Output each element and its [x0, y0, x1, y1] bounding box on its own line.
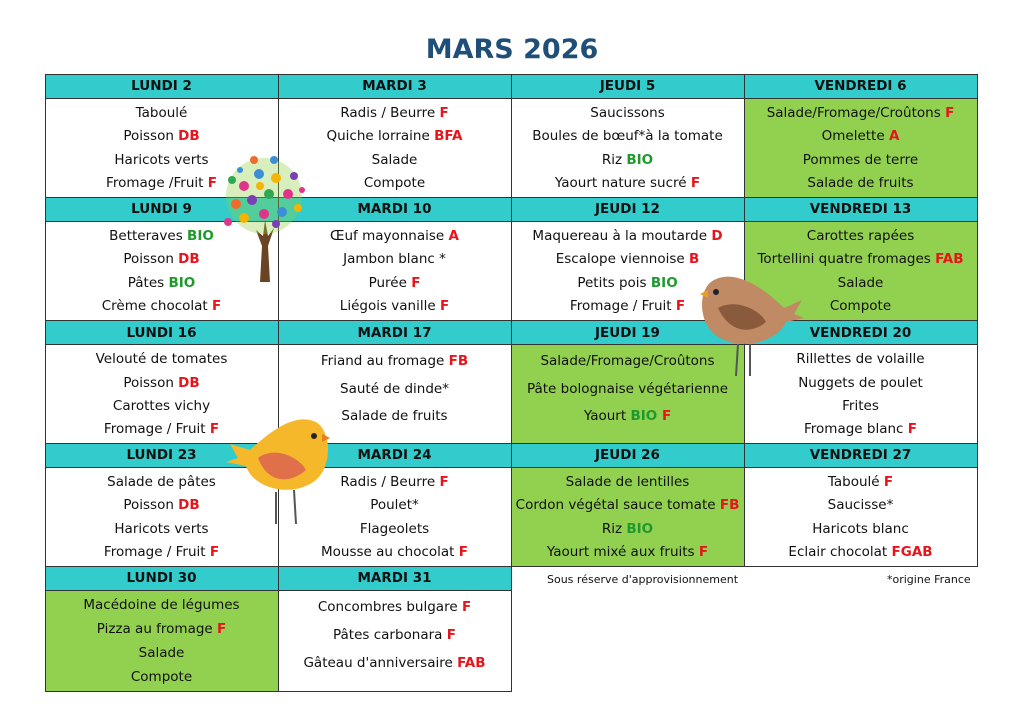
menu-item: [812, 521, 909, 537]
label-tag: F: [207, 174, 217, 191]
label-tag: FGAB: [891, 543, 933, 560]
menu-item: [532, 128, 723, 144]
label-tag: F: [217, 621, 227, 638]
menu-item-text: Gâteau d'anniversaire: [303, 655, 458, 672]
menu-item-text: Taboulé: [135, 104, 188, 121]
menu-item: [788, 544, 932, 560]
menu-item-text: Saucisse*: [827, 497, 894, 514]
menu-item-text: Saucissons: [590, 104, 665, 121]
label-tag: BIO: [650, 274, 678, 291]
menu-item: [139, 645, 185, 661]
label-tag: F: [698, 543, 709, 560]
menu-item: [113, 398, 210, 414]
label-tag: F: [411, 274, 421, 291]
menu-item-text: Friand au fromage: [320, 353, 449, 370]
label-tag: FAB: [935, 251, 964, 268]
label-tag: F: [439, 298, 450, 315]
label-tag: D: [711, 227, 723, 244]
menu-item: [842, 398, 879, 414]
menu-item-text: Haricots verts: [114, 520, 209, 537]
day-header-lundi-16: LUNDI 16: [45, 320, 279, 346]
day-header-mardi-3: MARDI 3: [278, 74, 512, 100]
menu-item-text: Salade/Fromage/Croûtons: [766, 104, 946, 121]
menu-grid-top: [45, 74, 977, 443]
empty-cell: [744, 591, 977, 692]
day-header-jeudi-19: JEUDI 19: [511, 320, 745, 346]
menu-item: [303, 655, 485, 671]
label-tag: DB: [178, 251, 200, 268]
menu-item: [556, 251, 700, 267]
label-tag: FAB: [457, 655, 486, 672]
menu-item: [822, 128, 900, 144]
menu-item-text: Petits pois: [577, 274, 651, 291]
yellow-bird-icon: [224, 414, 334, 524]
menu-item-text: Fromage / Fruit: [569, 298, 676, 315]
menu-item: [372, 152, 418, 168]
menu-item: [109, 228, 214, 244]
menu-item-text: Jambon blanc *: [343, 251, 446, 268]
day-menu-lundi-30: [45, 590, 279, 692]
menu-item-text: Escalope viennoise: [555, 251, 689, 268]
menu-item-text: Compote: [363, 174, 426, 191]
menu-item: [838, 275, 884, 291]
menu-item-text: Riz: [601, 520, 627, 537]
label-tag: DB: [178, 128, 200, 145]
label-tag: A: [888, 128, 900, 145]
day-header-lundi-9: LUNDI 9: [45, 197, 279, 223]
label-tag: BIO: [187, 227, 214, 244]
label-tag: F: [907, 421, 917, 438]
label-tag: FB: [448, 353, 469, 370]
menu-item: [807, 175, 913, 191]
menu-item: [83, 597, 239, 613]
day-menu-jeudi-26: [511, 467, 745, 567]
label-tag: F: [675, 298, 686, 315]
menu-item: [321, 544, 468, 560]
menu-item: [104, 544, 219, 560]
label-tag: F: [657, 407, 672, 424]
label-tag: F: [690, 174, 701, 191]
day-header-mardi-10: MARDI 10: [278, 197, 512, 223]
menu-item-text: Fromage blanc: [804, 421, 908, 438]
menu-item-text: Boules de bœuf*à la tomate: [532, 128, 723, 145]
menu-item-text: Nuggets de poulet: [798, 374, 923, 391]
menu-item-text: Taboulé: [827, 473, 884, 490]
menu-item: [828, 474, 893, 490]
menu-item-text: Sauté de dinde*: [340, 380, 449, 397]
day-header-mardi-17: MARDI 17: [278, 320, 512, 346]
menu-item: [803, 152, 919, 168]
brown-bird-icon: [696, 270, 808, 380]
menu-item: [527, 381, 728, 397]
label-tag: FB: [719, 497, 740, 514]
label-tag: BFA: [434, 128, 463, 145]
menu-item-text: Salade/Fromage/Croûtons: [540, 353, 715, 370]
menu-item-text: Haricots verts: [114, 151, 209, 168]
menu-item: [102, 298, 222, 314]
label-tag: BIO: [630, 407, 658, 424]
menu-item: [106, 175, 217, 191]
menu-item-text: Macédoine de légumes: [83, 597, 240, 614]
menu-item-text: Maquereau à la moutarde: [532, 227, 712, 244]
menu-item-text: Poisson: [123, 251, 179, 268]
label-tag: F: [212, 298, 222, 315]
label-tag: BIO: [168, 274, 196, 291]
menu-item-text: Salade de fruits: [807, 174, 914, 191]
day-header-lundi-23: LUNDI 23: [45, 443, 279, 469]
day-header-lundi-2: LUNDI 2: [45, 74, 279, 100]
menu-item-text: Fromage /Fruit: [106, 174, 208, 191]
menu-item: [340, 381, 449, 397]
menu-item: [123, 251, 199, 267]
menu-item: [341, 408, 447, 424]
menu-item: [830, 298, 891, 314]
menu-item: [516, 497, 740, 513]
menu-item-text: Salade de lentilles: [565, 473, 690, 490]
label-tag: F: [883, 473, 894, 490]
menu-item-text: Pâte bolognaise végétarienne: [526, 380, 729, 397]
menu-item-text: Yaourt mixé aux fruits: [546, 543, 699, 560]
menu-item: [757, 251, 963, 267]
label-tag: A: [448, 227, 459, 244]
menu-grid-bottom: [45, 443, 977, 692]
menu-item: [364, 175, 425, 191]
menu-item: [566, 474, 690, 490]
menu-item-text: Radis / Beurre: [340, 104, 440, 121]
menu-item: [136, 105, 188, 121]
menu-item-text: Yaourt nature sucré: [554, 174, 691, 191]
menu-item-text: Flageolets: [359, 520, 430, 537]
menu-item-text: Salade: [138, 645, 185, 662]
flower-tree-icon: [214, 146, 314, 282]
menu-item: [804, 421, 917, 437]
label-tag: F: [446, 627, 456, 644]
menu-item: [97, 621, 227, 637]
menu-item-text: Carottes rapées: [806, 227, 915, 244]
day-menu-vendredi-6: [744, 98, 978, 198]
day-menu-jeudi-5: [511, 98, 745, 198]
day-header-vendredi-20: VENDREDI 20: [744, 320, 978, 346]
menu-item: [104, 421, 219, 437]
label-tag: DB: [178, 497, 200, 514]
origin-note: *origine France: [887, 573, 971, 586]
menu-item-text: Pâtes carbonara: [333, 627, 447, 644]
menu-item: [540, 353, 714, 369]
menu-item: [321, 353, 468, 369]
label-tag: F: [458, 543, 468, 560]
menu-item-text: Pizza au fromage: [96, 621, 218, 638]
menu-item: [333, 627, 456, 643]
menu-item-text: Salade de pâtes: [107, 473, 216, 490]
label-tag: BIO: [626, 520, 654, 537]
day-header-jeudi-5: JEUDI 5: [511, 74, 745, 100]
menu-item: [123, 497, 199, 513]
label-tag: F: [439, 473, 449, 490]
menu-item: [114, 521, 208, 537]
menu-item-text: Yaourt: [583, 407, 631, 424]
label-tag: F: [209, 543, 220, 560]
day-header-jeudi-12: JEUDI 12: [511, 197, 745, 223]
menu-item: [602, 521, 653, 537]
day-header-vendredi-6: VENDREDI 6: [744, 74, 978, 100]
menu-item: [577, 275, 677, 291]
menu-item-text: Poisson: [123, 128, 179, 145]
label-tag: F: [945, 104, 955, 121]
menu-item-text: Pâtes: [127, 274, 169, 291]
menu-item: [796, 351, 924, 367]
page-title: MARS 2026: [425, 34, 599, 65]
label-tag: F: [209, 421, 220, 438]
menu-item: [807, 228, 914, 244]
label-tag: F: [439, 104, 449, 121]
menu-item: [547, 544, 708, 560]
day-header-lundi-30: LUNDI 30: [45, 566, 279, 592]
menu-item-text: Mousse au chocolat: [320, 543, 459, 560]
menu-item-text: Fromage / Fruit: [103, 543, 210, 560]
menu-item: [131, 669, 192, 685]
menu-item: [602, 152, 653, 168]
menu-item-text: Eclair chocolat: [788, 543, 892, 560]
day-header-mardi-31: MARDI 31: [278, 566, 512, 592]
menu-item-text: Pommes de terre: [802, 151, 919, 168]
menu-item-text: Omelette: [821, 128, 889, 145]
menu-item: [123, 375, 199, 391]
menu-item: [340, 105, 448, 121]
day-menu-vendredi-27: [744, 467, 978, 567]
menu-item: [584, 408, 671, 424]
menu-item-text: Salade: [837, 274, 884, 291]
menu-item-text: Concombres bulgare: [317, 599, 462, 616]
menu-item: [570, 298, 685, 314]
menu-item: [555, 175, 700, 191]
label-tag: DB: [178, 374, 200, 391]
menu-item: [114, 152, 208, 168]
menu-item: [343, 251, 446, 267]
supply-note: Sous réserve d'approvisionnement: [547, 573, 739, 586]
menu-item-text: Salade de fruits: [341, 407, 448, 424]
day-header-vendredi-13: VENDREDI 13: [744, 197, 978, 223]
menu-item-text: Poisson: [123, 497, 179, 514]
day-header-vendredi-27: VENDREDI 27: [744, 443, 978, 469]
menu-item-text: Liégois vanille: [339, 298, 440, 315]
menu-item-text: Betteraves: [109, 227, 188, 244]
menu-item-text: Riz: [601, 151, 627, 168]
menu-item-text: Radis / Beurre: [340, 473, 440, 490]
menu-item: [340, 474, 448, 490]
menu-item-text: Compote: [130, 669, 193, 686]
menu-item-text: Crème chocolat: [101, 298, 213, 315]
label-tag: B: [688, 251, 700, 268]
menu-item: [107, 474, 216, 490]
menu-item: [123, 128, 199, 144]
menu-item-text: Fromage / Fruit: [103, 421, 210, 438]
menu-item-text: Poisson: [123, 374, 179, 391]
menu-item-text: Tortellini quatre fromages: [757, 251, 936, 268]
menu-item: [96, 351, 228, 367]
menu-item-text: Œuf mayonnaise: [330, 227, 449, 244]
menu-item: [767, 105, 955, 121]
menu-item: [798, 375, 923, 391]
day-header-mardi-24: MARDI 24: [278, 443, 512, 469]
menu-item-text: Carottes vichy: [112, 397, 211, 414]
empty-cell: [511, 591, 744, 692]
menu-item-text: Rillettes de volaille: [796, 351, 925, 368]
menu-item: [828, 497, 894, 513]
menu-item-text: Cordon végétal sauce tomate: [515, 497, 720, 514]
menu-item: [318, 599, 471, 615]
menu-item-text: Haricots blanc: [812, 520, 909, 537]
menu-item: [128, 275, 196, 291]
menu-item: [340, 298, 449, 314]
menu-item: [532, 228, 722, 244]
menu-item: [370, 497, 419, 513]
day-header-jeudi-26: JEUDI 26: [511, 443, 745, 469]
menu-item-text: Velouté de tomates: [95, 351, 228, 368]
menu-item-text: Compote: [829, 298, 892, 315]
menu-item-text: Purée: [368, 274, 412, 291]
menu-item-text: Frites: [842, 397, 879, 414]
menu-item: [369, 275, 421, 291]
menu-item-text: Salade: [371, 151, 418, 168]
menu-item: [327, 128, 463, 144]
label-tag: BIO: [626, 151, 654, 168]
menu-item: [330, 228, 459, 244]
label-tag: F: [461, 599, 472, 616]
menu-item: [590, 105, 665, 121]
menu-item-text: Poulet*: [370, 497, 419, 514]
menu-item: [360, 521, 429, 537]
day-menu-mardi-31: [278, 590, 512, 692]
menu-item-text: Quiche lorraine: [326, 128, 435, 145]
